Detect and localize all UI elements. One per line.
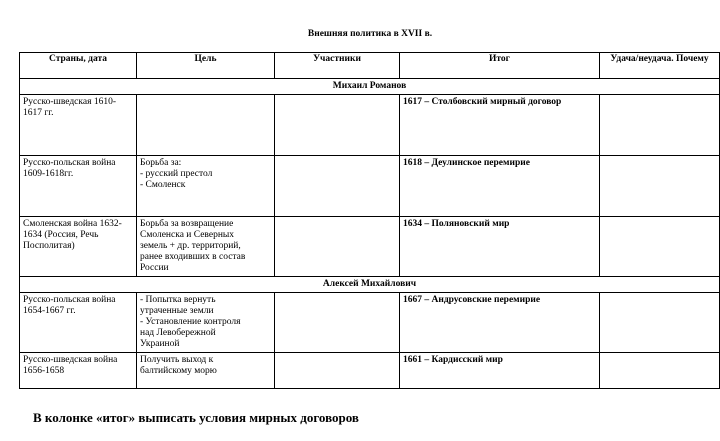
goal-cell [137, 217, 275, 277]
result-cell: 1661 – Кардисский мир [400, 353, 600, 389]
country-date-cell: Смоленская война 1632-1634 (Россия, Речь Посполитая) [20, 217, 137, 277]
goal-line: - Попытка вернуть [140, 295, 216, 305]
participants-cell [275, 293, 400, 353]
header-success-failure: Удача/неудача. Почему [600, 53, 720, 79]
table-row [20, 353, 720, 389]
goal-line: Получить выход к [140, 355, 214, 365]
header-goal: Цель [137, 53, 275, 79]
goal-line: Украиной [140, 339, 180, 349]
goal-line: ранее входивших в состав [140, 252, 246, 262]
goal-line: балтийскому морю [140, 366, 217, 376]
goal-line: - Смоленск [140, 180, 186, 190]
section-row [20, 277, 720, 293]
goal-cell [137, 293, 275, 353]
table-row [20, 95, 720, 156]
goal-line: России [140, 263, 169, 273]
section-row [20, 79, 720, 95]
goal-line: - Установление контроля [140, 317, 241, 327]
country-date-cell: Русско-польская война 1609-1618гг. [20, 156, 137, 217]
header-countries-date: Страны, дата [20, 53, 137, 79]
result-cell: 1617 – Столбовский мирный договор [400, 95, 600, 156]
goal-cell [137, 156, 275, 217]
outcome-cell [600, 95, 720, 156]
participants-cell [275, 156, 400, 217]
result-cell: 1618 – Деулинское перемирие [400, 156, 600, 217]
header-participants: Участники [275, 53, 400, 79]
section-title: Михаил Романов [20, 79, 720, 95]
goal-line: земель + др. территорий, [140, 241, 241, 251]
goal-line: Борьба за: [140, 158, 182, 168]
table-header-row [20, 53, 720, 79]
assignment-instruction: В колонке «итог» выписать условия мирных договоров [33, 410, 359, 425]
outcome-cell [600, 353, 720, 389]
participants-cell [275, 353, 400, 389]
table-row [20, 293, 720, 353]
table-row [20, 217, 720, 277]
goal-line: Борьба за возвращение [140, 219, 234, 229]
goal-cell [137, 95, 275, 156]
country-date-cell: Русско-шведская война 1656-1658 [20, 353, 137, 389]
goal-line: над Левобережной [140, 328, 216, 338]
goal-line: утраченные земли [140, 306, 214, 316]
table-row [20, 156, 720, 217]
goal-cell [137, 353, 275, 389]
outcome-cell [600, 293, 720, 353]
outcome-cell [600, 156, 720, 217]
participants-cell [275, 95, 400, 156]
result-cell: 1667 – Андрусовские перемирие [400, 293, 600, 353]
goal-line: Смоленска и Северных [140, 230, 235, 240]
result-cell: 1634 – Поляновский мир [400, 217, 600, 277]
outcome-cell [600, 217, 720, 277]
goal-line: - русский престол [140, 169, 213, 179]
country-date-cell: Русско-польская война 1654-1667 гг. [20, 293, 137, 353]
participants-cell [275, 217, 400, 277]
country-date-cell: Русско-шведская 1610-1617 гг. [20, 95, 137, 156]
document-title: Внешняя политика в XVII в. [307, 29, 433, 39]
foreign-policy-table [19, 52, 720, 389]
section-title: Алексей Михайлович [20, 277, 720, 293]
header-result: Итог [400, 53, 600, 79]
